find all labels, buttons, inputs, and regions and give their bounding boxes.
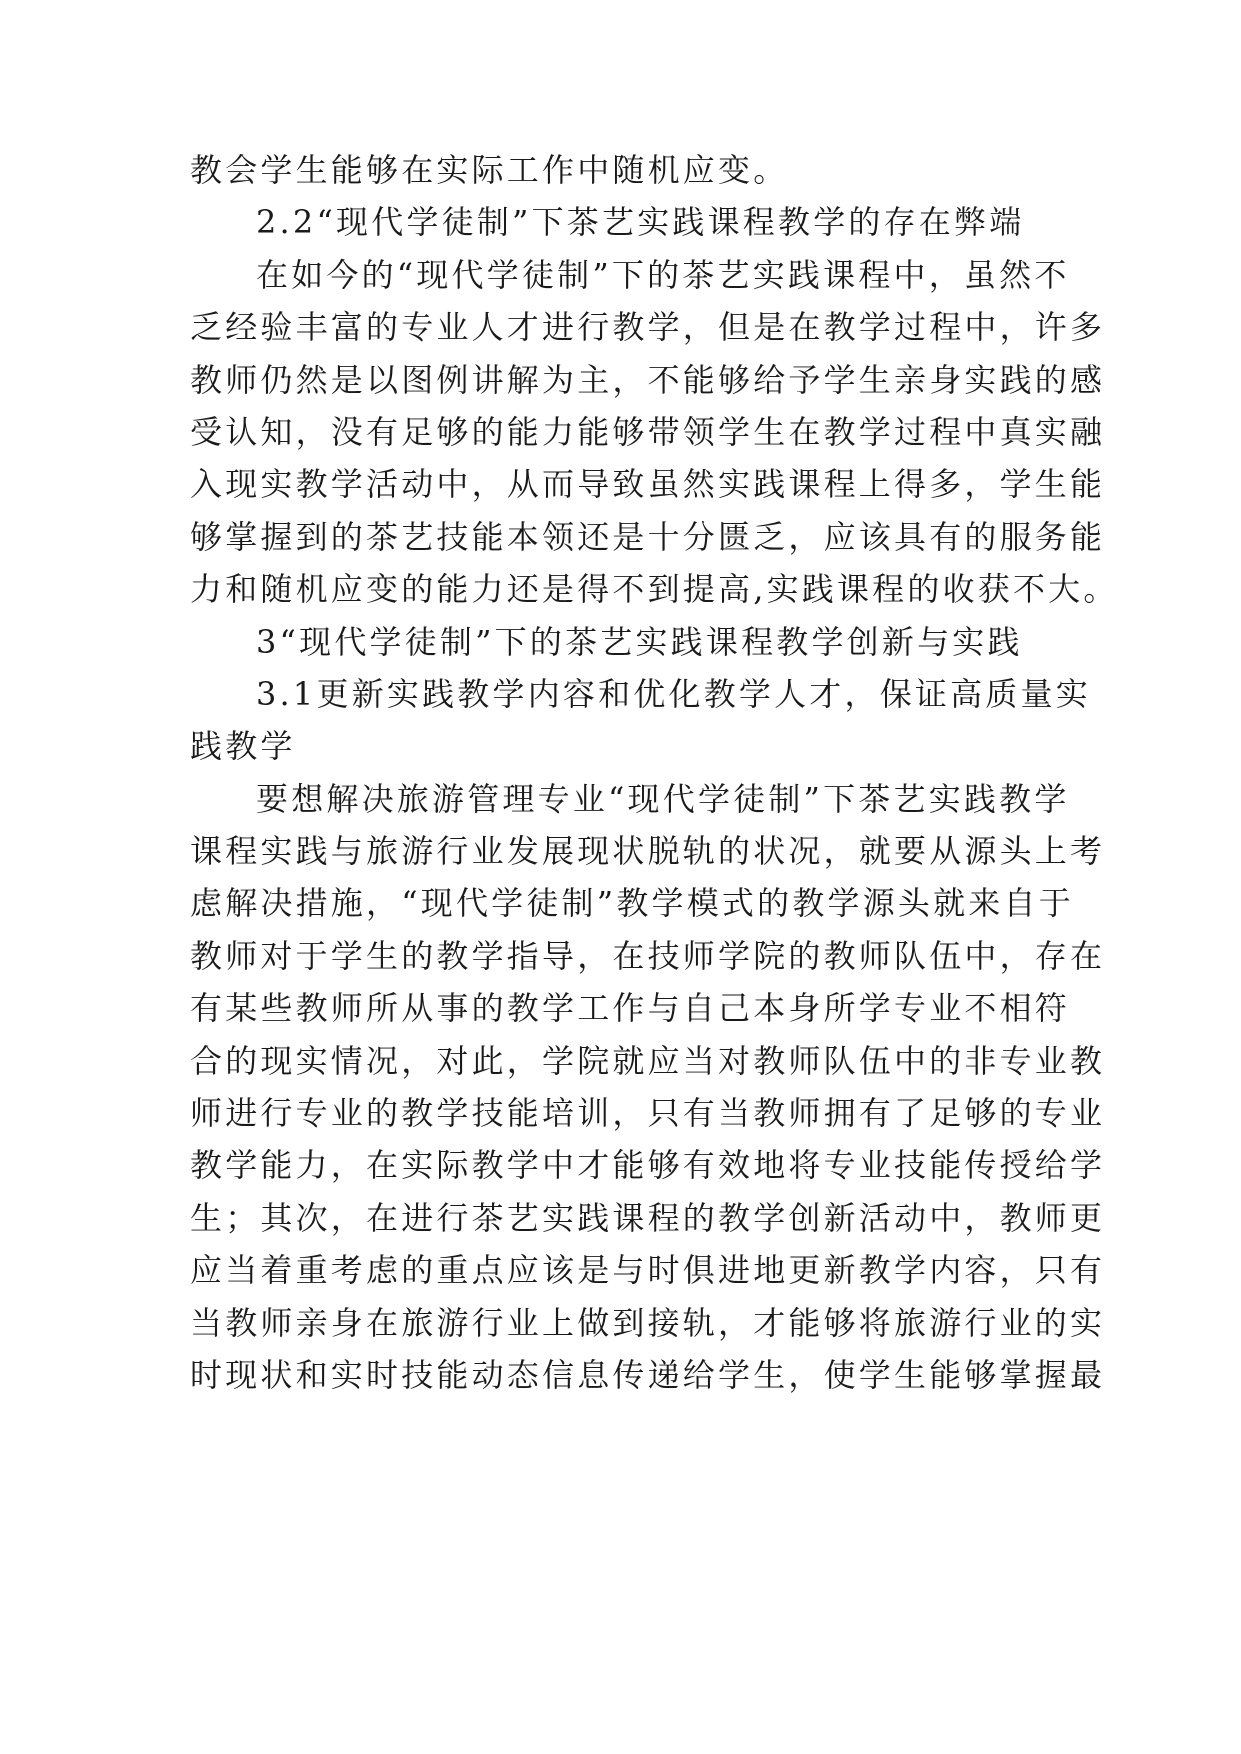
text-line: 在如今的“现代学徒制”下的茶艺实践课程中，虽然不 [256,255,1070,294]
text-line: 3“现代学徒制”下的茶艺实践课程教学创新与实践 [256,622,1023,661]
text-line: 力和随机应变的能力还是得不到提高,实践课程的收获不大。 [190,570,1119,609]
text-line: 时现状和实时技能动态信息传递给学生，使学生能够掌握最 [190,1355,1106,1394]
text-line: 教会学生能够在实际工作中随机应变。 [190,151,789,189]
text-line: 师进行专业的教学技能培训，只有当教师拥有了足够的专业 [190,1094,1106,1133]
text-line: 乏经验丰富的专业人才进行教学，但是在教学过程中，许多 [190,308,1106,347]
text-line: 2.2“现代学徒制”下茶艺实践课程教学的存在弊端 [256,203,1025,242]
text-line: 入现实教学活动中，从而导致虽然实践课程上得多，学生能 [190,465,1106,504]
text-line: 践教学 [190,727,296,766]
text-line: 教师对于学生的教学指导，在技师学院的教师队伍中，存在 [190,936,1106,975]
text-line: 当教师亲身在旅游行业上做到接轨，才能够将旅游行业的实 [190,1303,1106,1342]
text-line: 够掌握到的茶艺技能本领还是十分匮乏，应该具有的服务能 [190,517,1106,556]
text-line: 3.1更新实践教学内容和优化教学人才，保证高质量实 [256,674,1091,713]
text-line: 虑解决措施，“现代学徒制”教学模式的教学源头就来自于 [190,884,1074,923]
text-line: 要想解决旅游管理专业“现代学徒制”下茶艺实践教学 [256,779,1070,818]
text-line: 生；其次，在进行茶艺实践课程的教学创新活动中，教师更 [190,1198,1106,1237]
text-line: 教学能力，在实际教学中才能够有效地将专业技能传授给学 [190,1146,1106,1185]
text-line: 受认知，没有足够的能力能够带领学生在教学过程中真实融 [190,412,1106,451]
text-line: 课程实践与旅游行业发展现状脱轨的状况，就要从源头上考 [190,832,1106,871]
text-line: 有某些教师所从事的教学工作与自己本身所学专业不相符 [190,989,1071,1028]
text-line: 应当着重考虑的重点应该是与时俱进地更新教学内容，只有 [190,1251,1106,1290]
text-line: 教师仍然是以图例讲解为主，不能够给予学生亲身实践的感 [190,360,1106,399]
body-text [190,144,1119,1401]
text-line: 合的现实情况，对此，学院就应当对教师队伍中的非专业教 [190,1041,1106,1080]
